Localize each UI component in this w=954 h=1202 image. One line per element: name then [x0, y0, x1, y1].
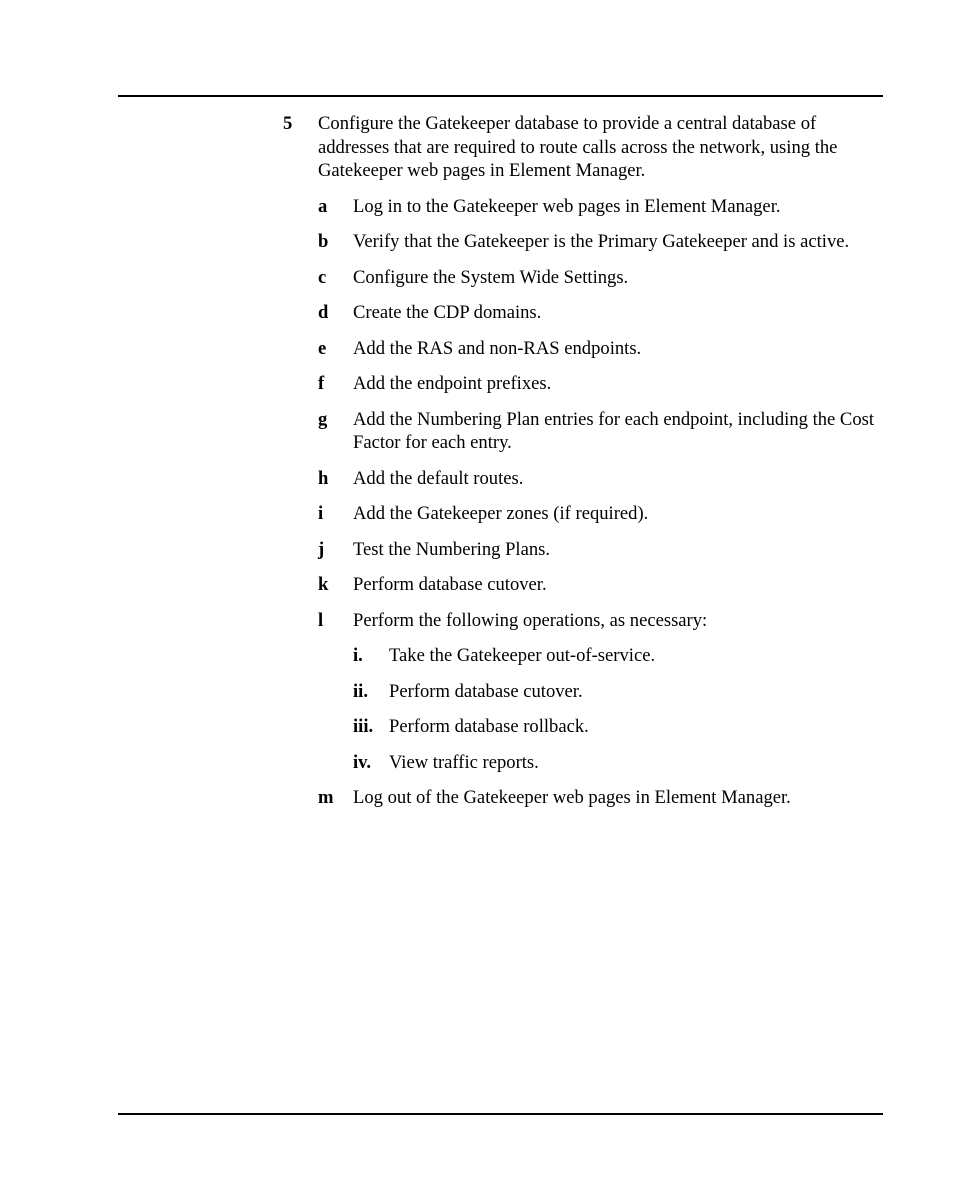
- operation-text: Take the Gatekeeper out-of-service.: [389, 645, 656, 666]
- substep-text: Log out of the Gatekeeper web pages in Element Manager.: [353, 787, 791, 808]
- substep-letter: b: [318, 231, 329, 252]
- substep-item: [318, 301, 883, 325]
- operation-item: [353, 751, 883, 775]
- substep-letter: m: [318, 787, 334, 808]
- operation-text: Perform database cutover.: [389, 680, 583, 702]
- substep-text: Configure the System Wide Settings.: [353, 266, 629, 288]
- substep-letter: a: [318, 195, 328, 217]
- footer-rule: [118, 1113, 883, 1115]
- substep-item: [318, 786, 883, 810]
- substep-item: [318, 230, 883, 254]
- substep-text: Add the endpoint prefixes.: [353, 373, 552, 394]
- operation-text: Perform database rollback.: [389, 716, 589, 737]
- substep-text: Perform the following operations, as necessary:: [353, 609, 708, 631]
- operation-number: iv.: [353, 751, 372, 773]
- substep-text: Add the RAS and non-RAS endpoints.: [353, 337, 642, 359]
- substep-text: Add the default routes.: [353, 467, 524, 489]
- substep-letter: h: [318, 467, 329, 489]
- step-row: [283, 112, 883, 183]
- substep-item: [318, 337, 883, 361]
- substep-item: [318, 372, 883, 396]
- substep-letter: f: [318, 373, 325, 394]
- operation-number: i.: [353, 645, 363, 666]
- substep-text: Log in to the Gatekeeper web pages in Element Manager.: [353, 195, 781, 217]
- substep-text: Add the Gatekeeper zones (if required).: [353, 503, 649, 524]
- substep-item: [318, 408, 883, 455]
- substep-text: Add the Numbering Plan entries for each endpoint, including the Cost Factor for each entry.: [353, 408, 875, 453]
- substep-item: [318, 609, 883, 633]
- substep-item: [318, 266, 883, 290]
- operation-text: View traffic reports.: [389, 751, 539, 773]
- substep-item: [318, 195, 883, 219]
- substep-item: [318, 502, 883, 526]
- step-number: 5: [283, 113, 293, 134]
- substep-letter: c: [318, 266, 327, 288]
- substep-letter: g: [318, 408, 328, 430]
- substep-item: [318, 573, 883, 597]
- substep-letter: e: [318, 337, 327, 359]
- operation-item: [353, 644, 883, 668]
- substep-text: Create the CDP domains.: [353, 302, 542, 323]
- substep-item: [318, 538, 883, 562]
- operations-container: [318, 644, 883, 774]
- substep-letter: k: [318, 574, 329, 595]
- procedure-step: [283, 112, 883, 810]
- substep-text: Verify that the Gatekeeper is the Primary Gatekeeper and is active.: [353, 231, 850, 252]
- substep-letter: j: [318, 538, 325, 560]
- substep-list: [318, 195, 883, 810]
- operation-number: iii.: [353, 716, 374, 737]
- substep-letter: i: [318, 503, 324, 524]
- operations-list: [353, 644, 883, 774]
- substep-item: [318, 467, 883, 491]
- operation-number: ii.: [353, 680, 368, 702]
- step-text: Configure the Gatekeeper database to provide a central database of addresses that are required to route calls across the network, using the Gatekeeper web pages in Element Manager.: [318, 113, 838, 181]
- substep-text: Test the Numbering Plans.: [353, 538, 551, 560]
- substep-text: Perform database cutover.: [353, 574, 547, 595]
- operation-item: [353, 715, 883, 739]
- operation-item: [353, 680, 883, 704]
- substep-letter: d: [318, 302, 329, 323]
- header-rule: [118, 95, 883, 97]
- substep-letter: l: [318, 609, 324, 631]
